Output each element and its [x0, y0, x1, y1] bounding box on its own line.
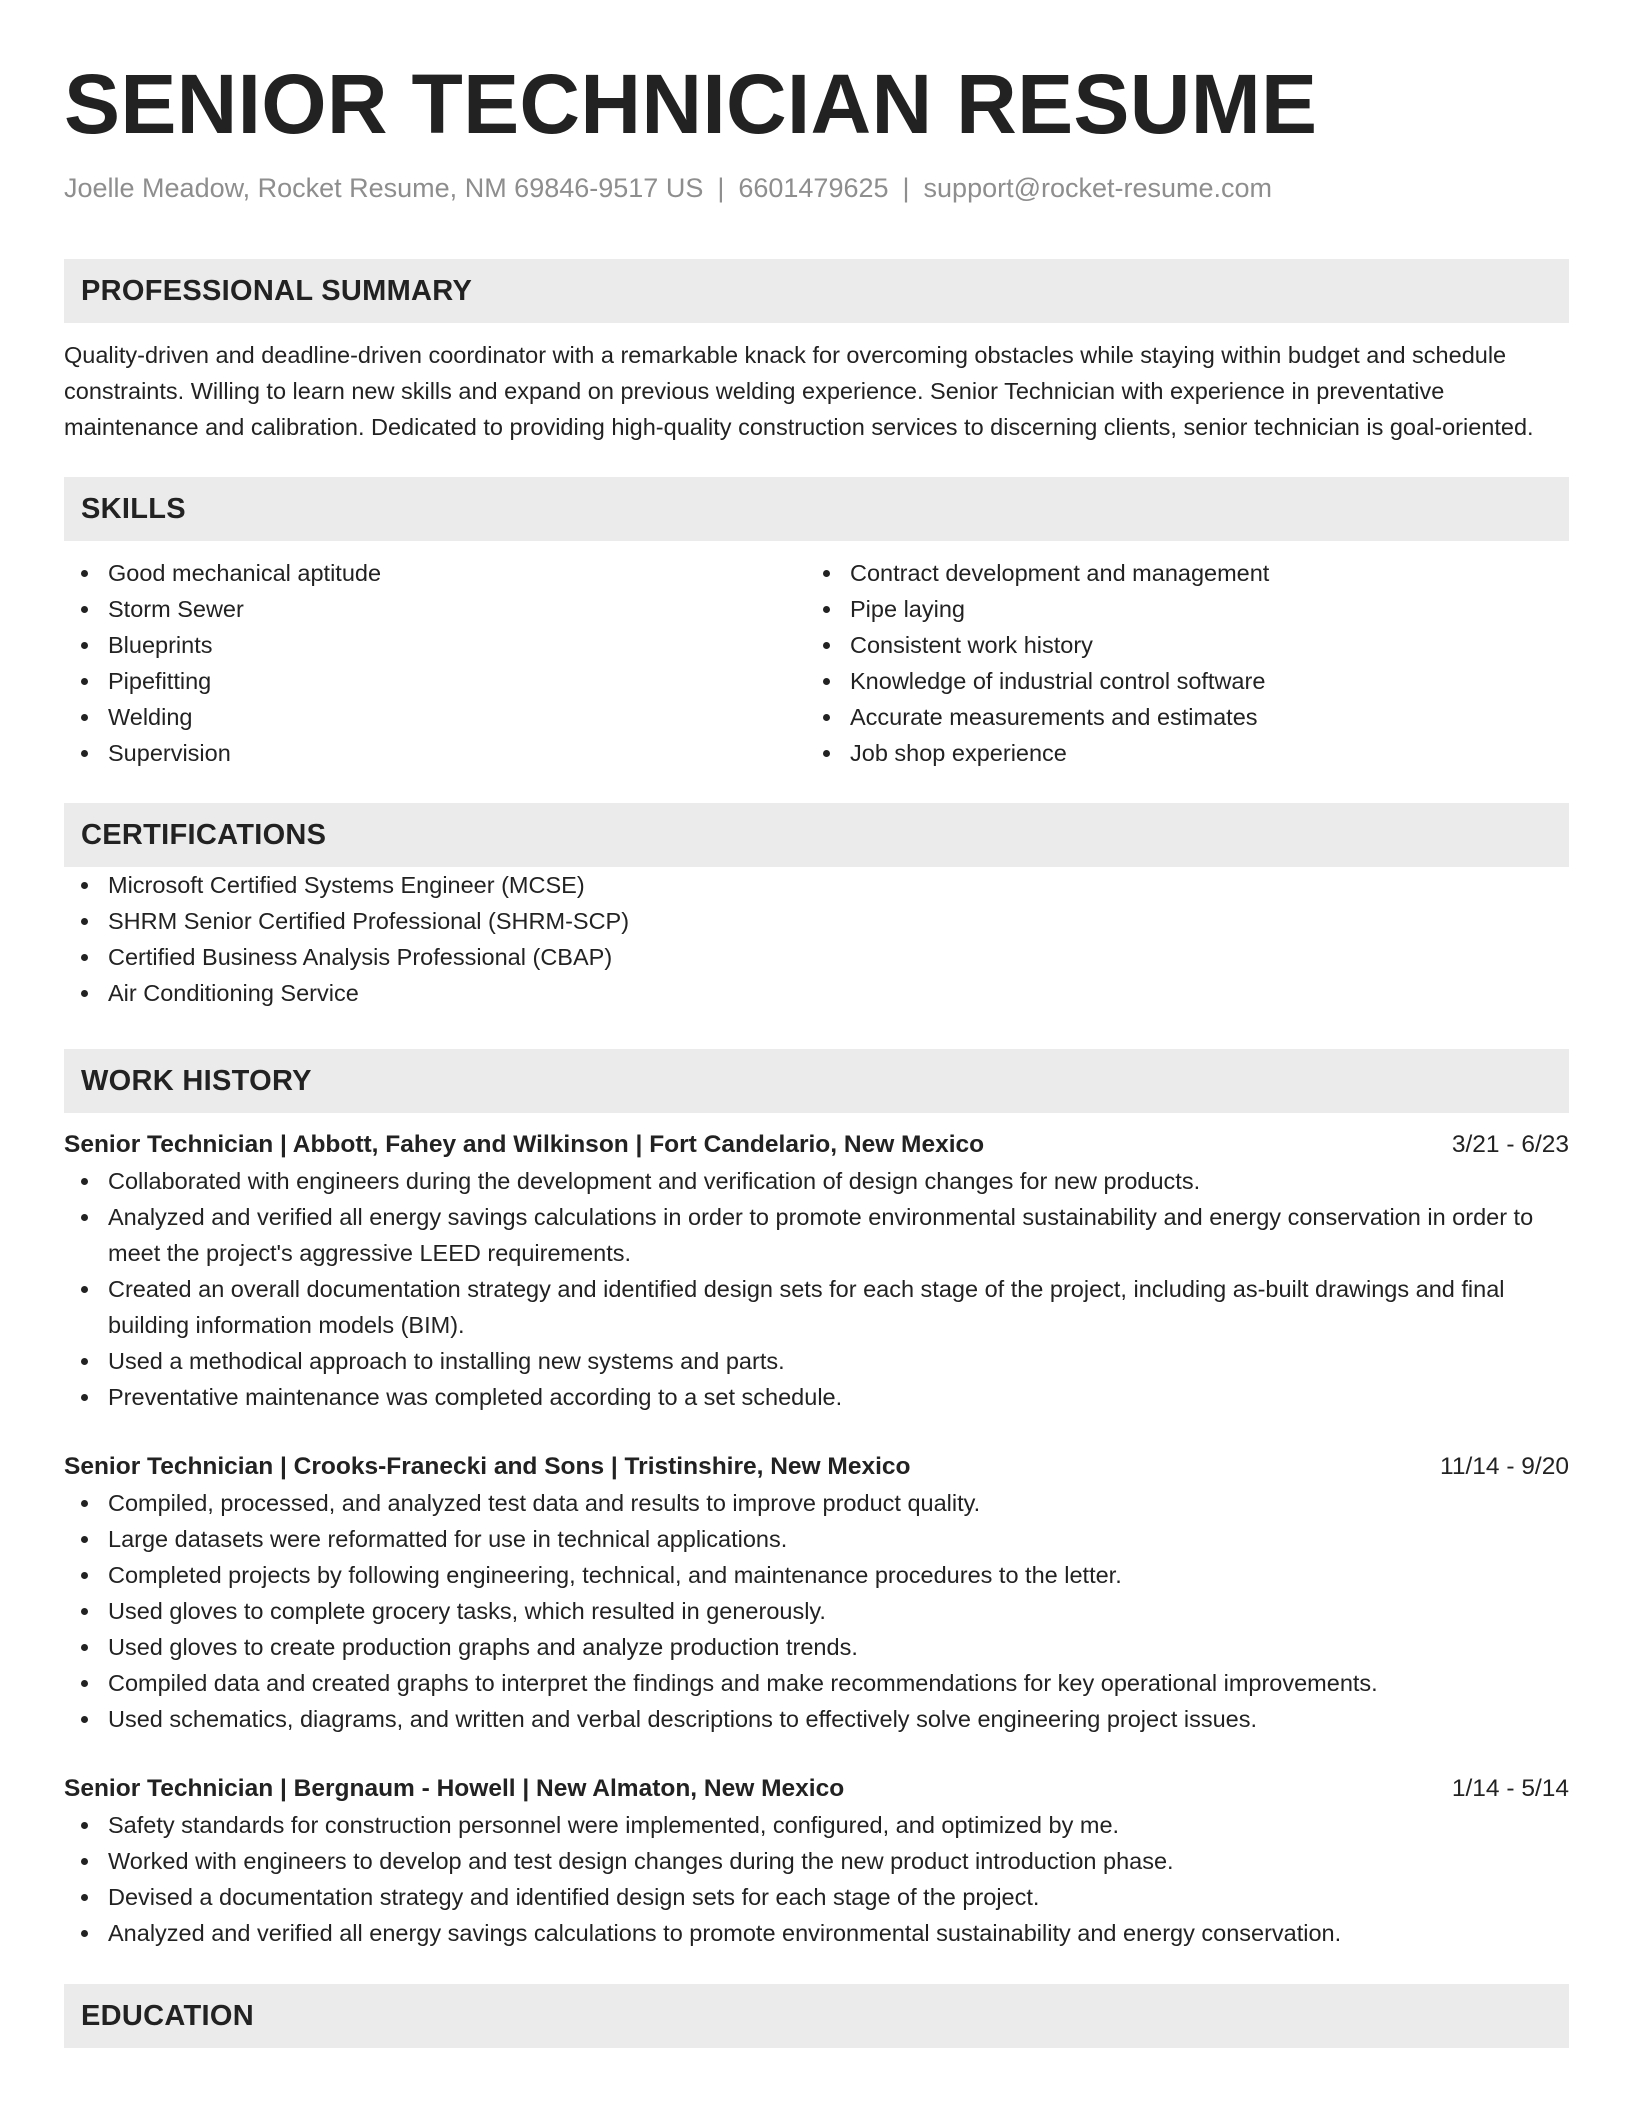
job-bullets [64, 1163, 1569, 1415]
section-header-work-history: WORK HISTORY [64, 1049, 1569, 1113]
job-header [64, 1127, 1569, 1163]
job-bullet: Devised a documentation strategy and identified design sets for each stage of the project. [64, 1879, 1569, 1915]
skill-item: Supervision [64, 735, 806, 771]
skill-item: Storm Sewer [64, 591, 806, 627]
contact-separator: | [717, 173, 725, 203]
certification-item: SHRM Senior Certified Professional (SHRM-SCP) [64, 903, 1569, 939]
skill-item: Pipe laying [806, 591, 1548, 627]
page-title: SENIOR TECHNICIAN RESUME [64, 57, 1318, 151]
certification-item: Microsoft Certified Systems Engineer (MCSE) [64, 867, 1569, 903]
certification-item: Certified Business Analysis Professional (CBAP) [64, 939, 1569, 975]
job-bullet: Used gloves to create production graphs and analyze production trends. [64, 1629, 1569, 1665]
skills-list-left [64, 555, 806, 771]
section-header-education: EDUCATION [64, 1984, 1569, 2048]
contact-separator: | [902, 173, 910, 203]
skill-item: Welding [64, 699, 806, 735]
job-dates: 1/14 - 5/14 [1451, 1775, 1569, 1802]
job-entry [64, 1449, 1569, 1737]
skill-item: Blueprints [64, 627, 806, 663]
job-title: Senior Technician | Abbott, Fahey and Wilkinson | Fort Candelario, New Mexico [64, 1131, 985, 1158]
skills-grid [64, 555, 1569, 771]
job-bullet: Compiled data and created graphs to interpret the findings and make recommendations for key operational improvements. [64, 1665, 1569, 1701]
job-bullet: Analyzed and verified all energy savings calculations in order to promote environmental sustainability and energy conservation in order to meet the project's aggressive LEED requirements. [64, 1199, 1569, 1271]
job-dates: 3/21 - 6/23 [1451, 1131, 1569, 1158]
job-title: Senior Technician | Crooks-Franecki and Sons | Tristinshire, New Mexico [64, 1453, 911, 1480]
job-bullet: Collaborated with engineers during the development and verification of design changes for new products. [64, 1163, 1569, 1199]
job-bullet: Used gloves to complete grocery tasks, which resulted in generously. [64, 1593, 1569, 1629]
job-entry [64, 1771, 1569, 1951]
section-header-certifications: CERTIFICATIONS [64, 803, 1569, 867]
skill-item: Contract development and management [806, 555, 1548, 591]
skill-item: Good mechanical aptitude [64, 555, 806, 591]
section-header-skills: SKILLS [64, 477, 1569, 541]
skill-item: Pipefitting [64, 663, 806, 699]
job-header [64, 1771, 1569, 1807]
skills-list-right [806, 555, 1548, 771]
skill-item: Accurate measurements and estimates [806, 699, 1548, 735]
certifications-list [64, 867, 1569, 1011]
job-bullet: Used a methodical approach to installing new systems and parts. [64, 1343, 1569, 1379]
skill-item: Knowledge of industrial control software [806, 663, 1548, 699]
summary-text: Quality-driven and deadline-driven coordinator with a remarkable knack for overcoming obstacles while staying within budget and schedule constraints. Willing to learn new skills and expand on previous welding experience. Senior Technician with experience in preventative maintenance and calibration. Dedicated to providing high-quality construction services to discerning clients, senior technician is goal-oriented. [64, 342, 1534, 440]
job-bullet: Completed projects by following engineering, technical, and maintenance procedures to the letter. [64, 1557, 1569, 1593]
job-bullets [64, 1807, 1569, 1951]
job-entry [64, 1127, 1569, 1415]
job-bullets [64, 1485, 1569, 1737]
skill-item: Consistent work history [806, 627, 1548, 663]
job-header [64, 1449, 1569, 1485]
job-bullet: Created an overall documentation strategy and identified design sets for each stage of the project, including as-built drawings and final building information models (BIM). [64, 1271, 1569, 1343]
job-bullet: Used schematics, diagrams, and written and verbal descriptions to effectively solve engineering project issues. [64, 1701, 1569, 1737]
contact-address: Joelle Meadow, Rocket Resume, NM 69846-9517 US [64, 173, 704, 203]
certification-item: Air Conditioning Service [64, 975, 1569, 1011]
job-bullet: Safety standards for construction personnel were implemented, configured, and optimized by me. [64, 1807, 1569, 1843]
contact-line [64, 170, 1569, 206]
job-dates: 11/14 - 9/20 [1440, 1453, 1569, 1480]
section-header-summary: PROFESSIONAL SUMMARY [64, 259, 1569, 323]
job-bullet: Analyzed and verified all energy savings calculations to promote environmental sustainability and energy conservation. [64, 1915, 1569, 1951]
skill-item: Job shop experience [806, 735, 1548, 771]
contact-phone: 6601479625 [738, 173, 889, 203]
job-bullet: Large datasets were reformatted for use in technical applications. [64, 1521, 1569, 1557]
job-title: Senior Technician | Bergnaum - Howell | New Almaton, New Mexico [64, 1775, 845, 1802]
job-bullet: Worked with engineers to develop and test design changes during the new product introduction phase. [64, 1843, 1569, 1879]
job-bullet: Preventative maintenance was completed according to a set schedule. [64, 1379, 1569, 1415]
contact-email: support@rocket-resume.com [923, 173, 1273, 203]
job-bullet: Compiled, processed, and analyzed test data and results to improve product quality. [64, 1485, 1569, 1521]
